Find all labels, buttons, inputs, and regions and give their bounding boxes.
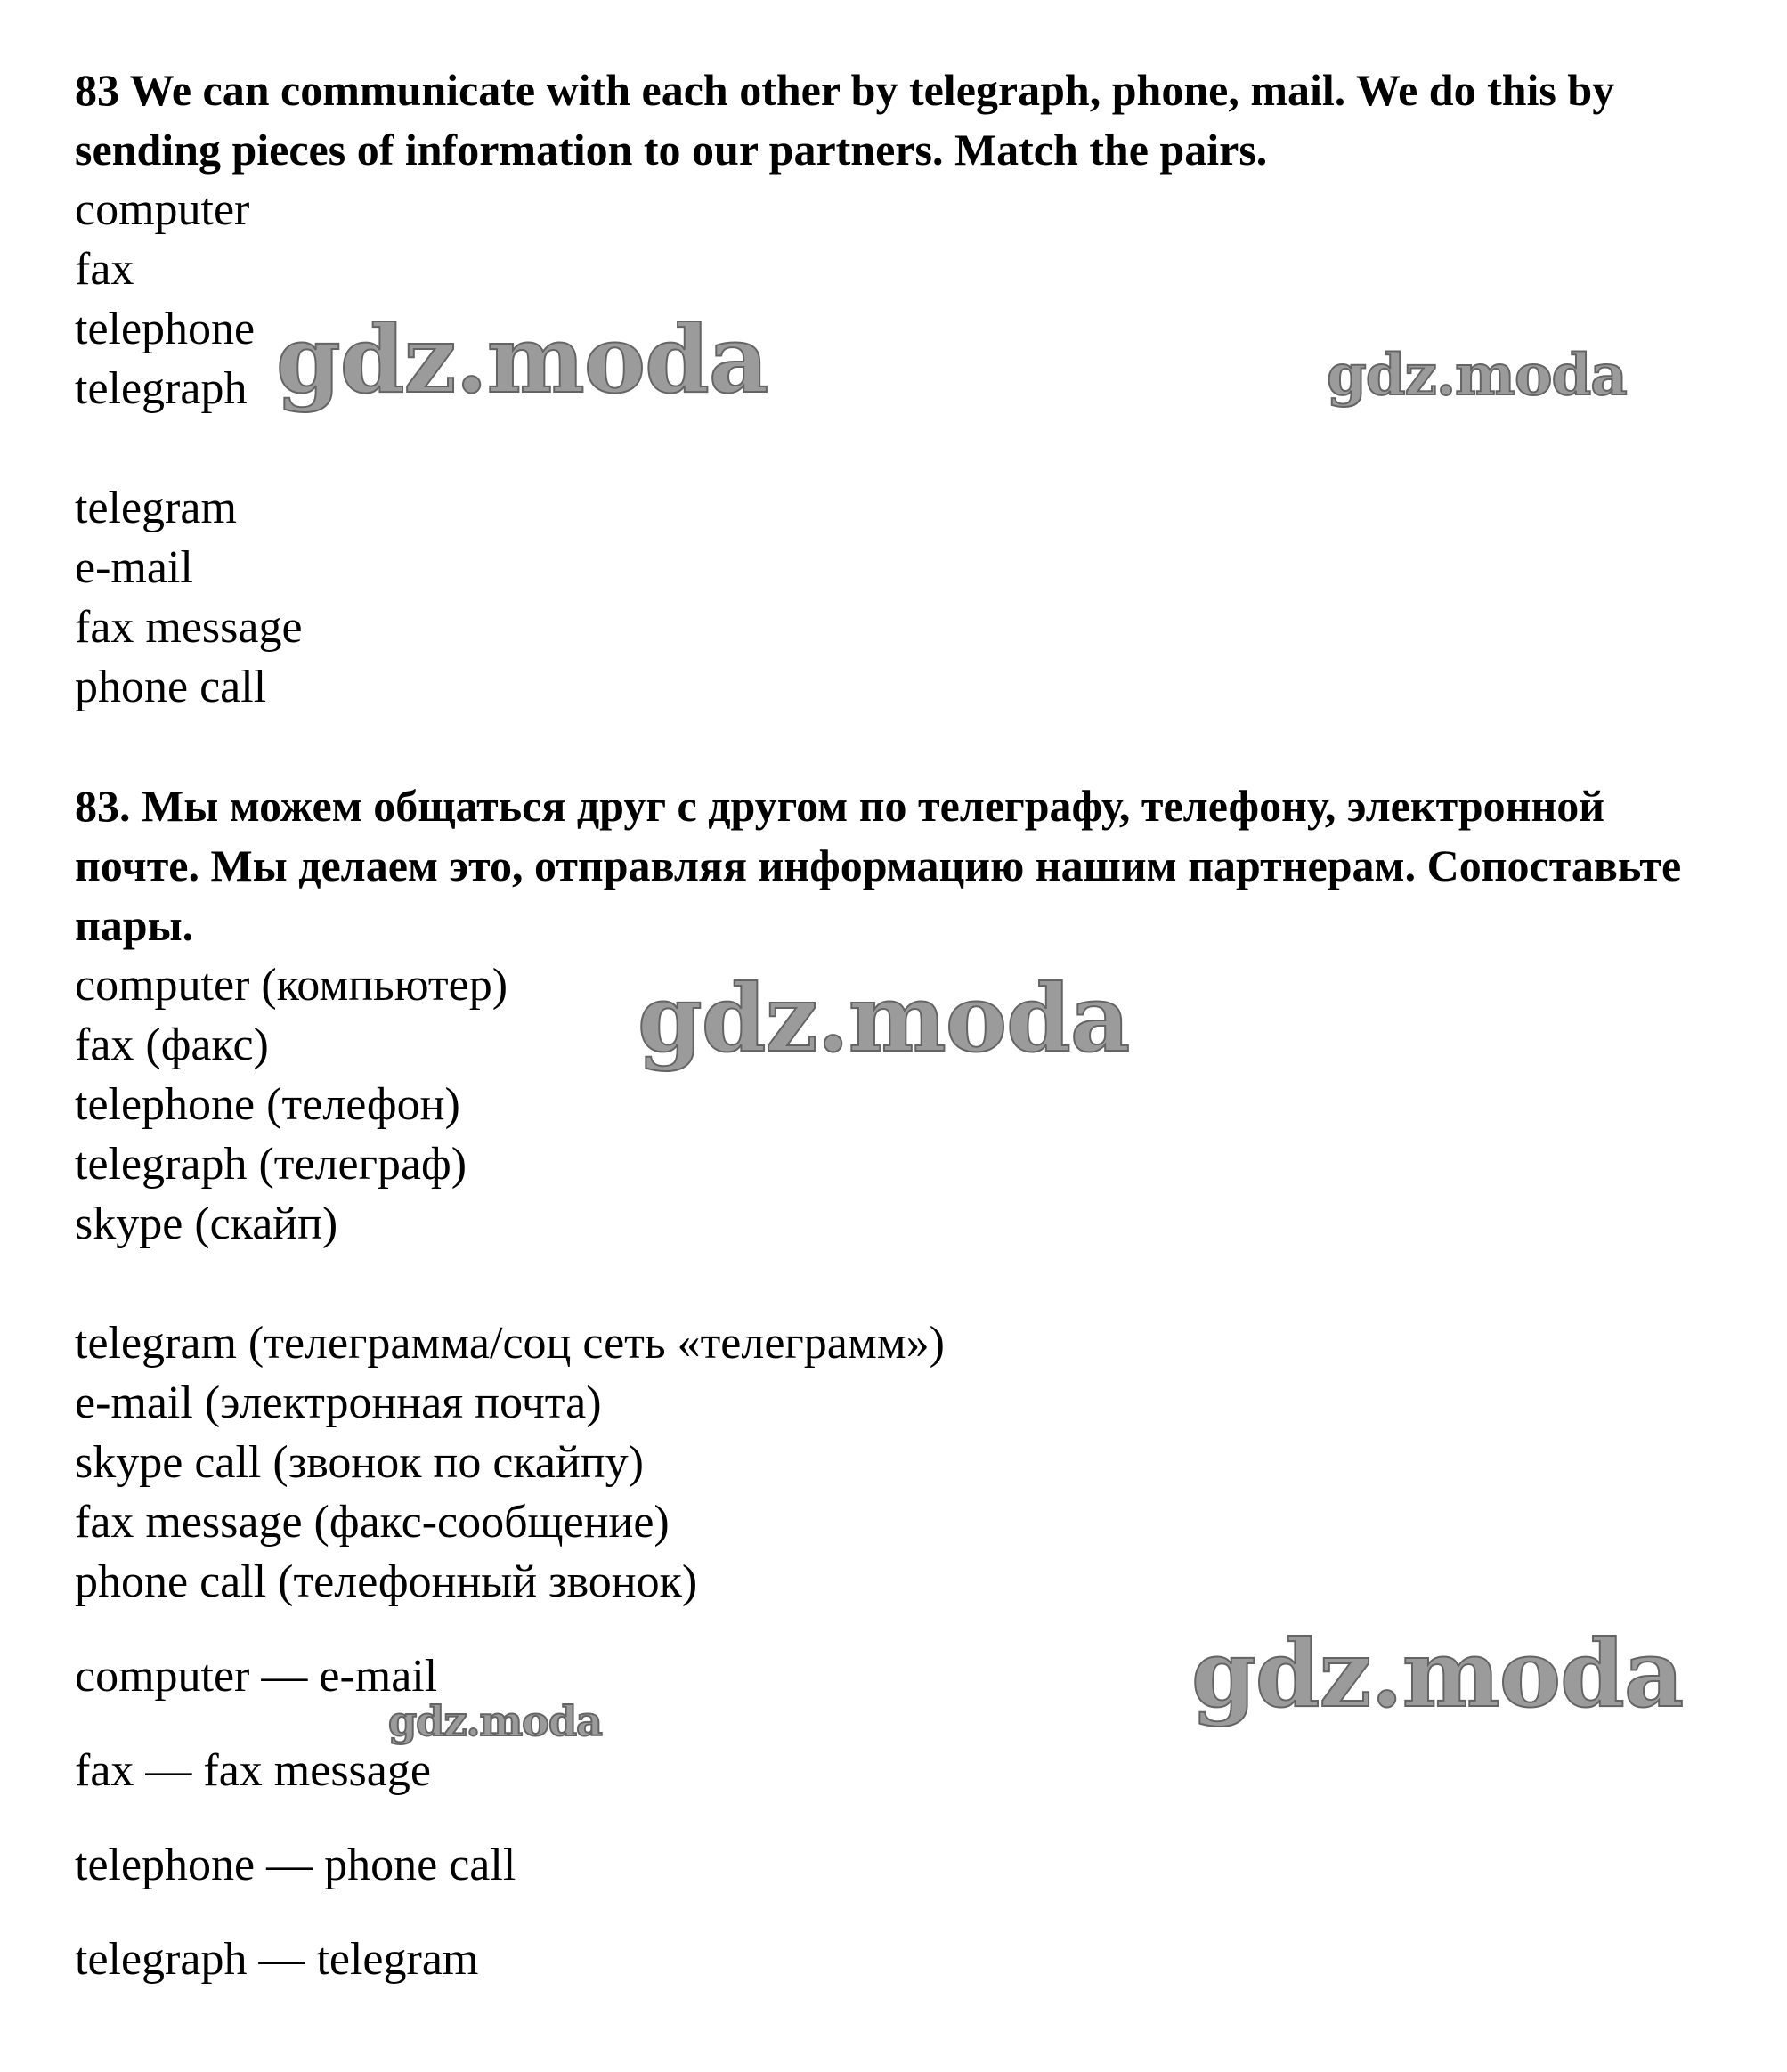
spacer: [75, 1254, 1731, 1313]
message-item-ru: fax message (факс-сообщение): [75, 1497, 670, 1548]
answer-pair: computer — e-mail: [75, 1651, 438, 1702]
device-item: computer: [75, 184, 250, 235]
exercise-heading-ru: 83. Мы можем общаться друг с другом по телеграфу, телефону, электронной почте. Мы делаем это, отправляя информацию нашим партнерам. Сопоставьте пары.: [75, 781, 1682, 950]
spacer: [75, 418, 1731, 478]
watermark-logo: gdz.moda: [1327, 342, 1627, 409]
message-item: e-mail: [75, 542, 193, 593]
message-item: telegram: [75, 483, 237, 533]
message-item-ru: skype call (звонок по скайпу): [75, 1437, 644, 1488]
device-item: telephone: [75, 304, 256, 354]
answer-pair: telephone — phone call: [75, 1840, 516, 1890]
device-item-ru: telegraph (телеграф): [75, 1139, 467, 1190]
answer-pair: fax — fax message: [75, 1745, 431, 1796]
watermark-logo: gdz.moda: [638, 963, 1130, 1073]
watermark-logo: gdz.moda: [388, 1697, 602, 1745]
exercise-heading-en: 83 We can communicate with each other by telegraph, phone, mail. We do this by sending pieces of information to our partners. Match the pairs.: [75, 65, 1615, 175]
device-item-ru: fax (факс): [75, 1020, 269, 1070]
device-item: telegraph: [75, 363, 248, 414]
watermark-logo: gdz.moda: [1191, 1619, 1684, 1728]
device-item-ru: computer (компьютер): [75, 960, 508, 1011]
answer-pair: telegraph — telegram: [75, 1934, 479, 1985]
device-item-ru: telephone (телефон): [75, 1079, 460, 1130]
message-item-ru: e-mail (электронная почта): [75, 1377, 602, 1428]
message-item-ru: telegram (телеграмма/соц сеть «телеграмм»): [75, 1318, 945, 1369]
device-item-ru: skype (скайп): [75, 1199, 338, 1249]
watermark-logo: gdz.moda: [276, 305, 768, 414]
message-item: fax message: [75, 602, 303, 653]
message-item: phone call: [75, 662, 267, 712]
message-item-ru: phone call (телефонный звонок): [75, 1556, 698, 1607]
device-item: fax: [75, 244, 134, 295]
